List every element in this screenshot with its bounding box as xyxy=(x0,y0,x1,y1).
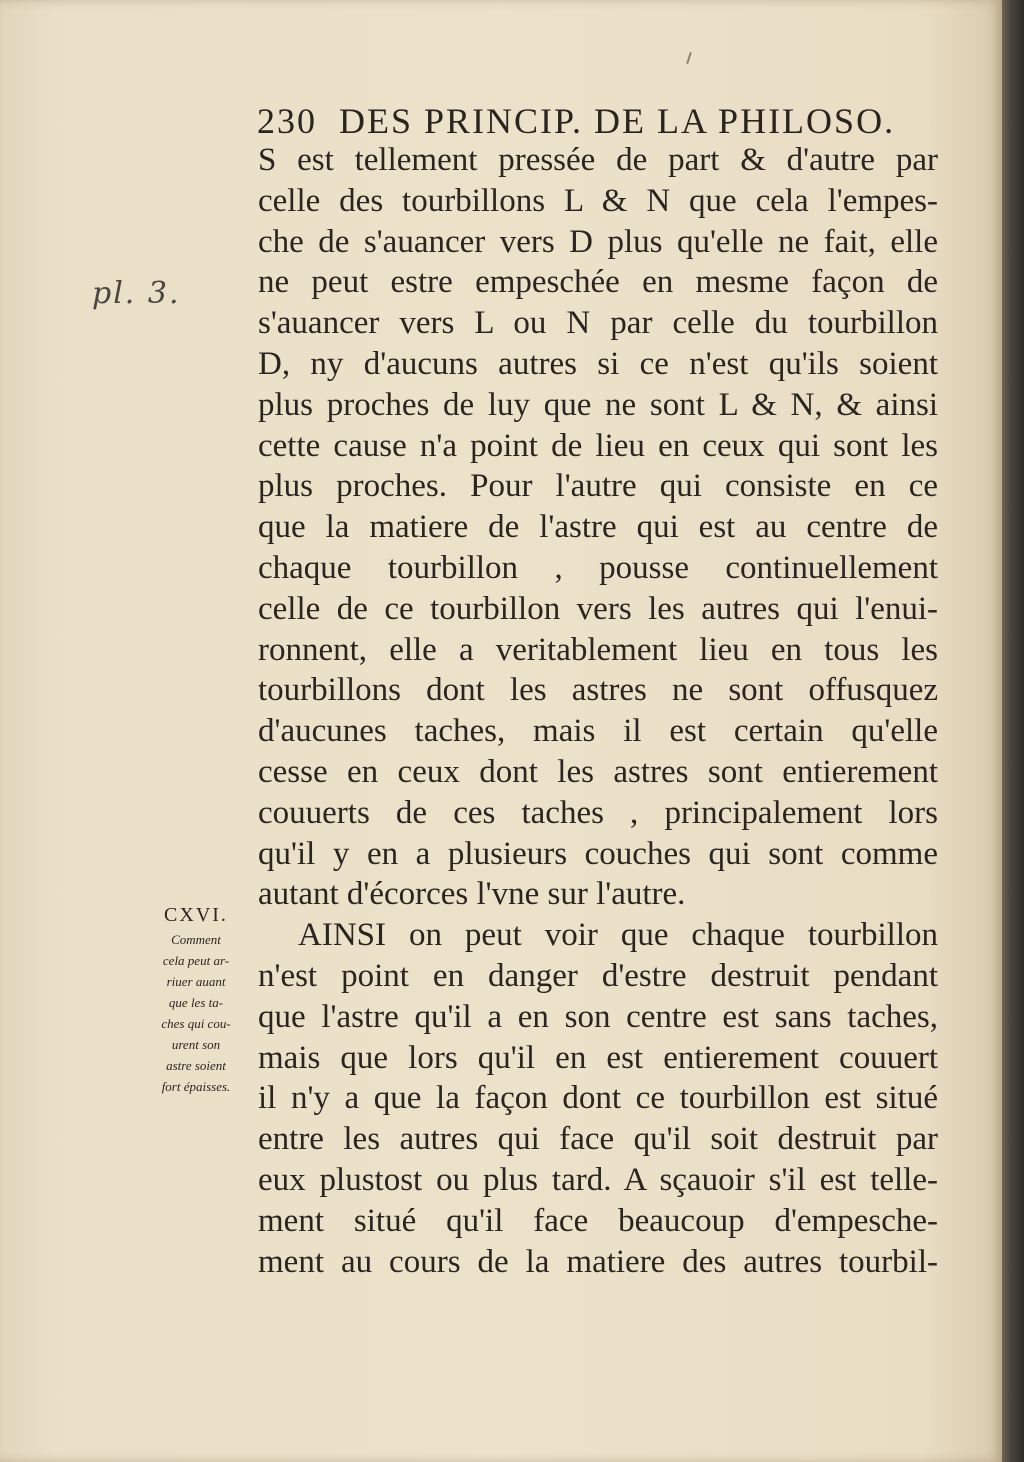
text-line: d'aucunes taches, mais il est certain qu'elle xyxy=(258,713,938,750)
gloss-line: cela peut ar- xyxy=(162,953,230,968)
gloss-line: fort épaisses. xyxy=(161,1079,231,1094)
text-line: qu'il y en a plusieurs couches qui sont comme xyxy=(258,835,938,872)
text-line: AINSI on peut voir que chaque tourbillon xyxy=(298,917,938,954)
text-line: s'auancer vers L ou N par celle du tourbillon xyxy=(258,305,938,342)
text-line: n'est point en danger d'estre destruit pendant xyxy=(258,957,938,994)
running-header xyxy=(257,100,917,142)
gloss-line: ches qui cou- xyxy=(161,1016,231,1031)
text-line: couuerts de ces taches , principalement lors xyxy=(258,794,938,831)
text-line: autant d'écorces l'vne sur l'autre. xyxy=(258,876,686,913)
text-line: cette cause n'a point de lieu en ceux qui sont les xyxy=(258,427,938,464)
gloss-line: riuer auant xyxy=(166,974,226,989)
text-line: celle de ce tourbillon vers les autres qui l'enui- xyxy=(258,590,938,627)
gloss-line: Comment xyxy=(171,932,221,947)
body-text xyxy=(258,140,938,1282)
text-line: que l'astre qu'il a en son centre est sans taches, xyxy=(258,998,938,1035)
text-line: mais que lors qu'il en est entierement couuert xyxy=(258,1039,938,1076)
text-line: ment situé qu'il face beaucoup d'empesche- xyxy=(258,1202,938,1239)
text-line: ne peut estre empeschée en mesme façon de xyxy=(258,264,938,301)
text-line: chaque tourbillon , pousse continuellement xyxy=(258,549,938,586)
text-line: plus proches. Pour l'autre qui consiste en ce xyxy=(258,468,938,505)
text-line: ment au cours de la matiere des autres tourbil- xyxy=(258,1243,938,1280)
text-line: celle des tourbillons L & N que cela l'empes- xyxy=(258,182,938,219)
marginal-gloss xyxy=(140,904,252,1097)
running-title: DES PRINCIP. DE LA PHILOSO. xyxy=(339,101,896,141)
gloss-line: que les ta- xyxy=(168,995,224,1010)
text-line: tourbillons dont les astres ne sont offusquez xyxy=(258,672,938,709)
text-line: S est tellement pressée de part & d'autre par xyxy=(258,142,938,178)
text-line: plus proches de luy que ne sont L & N, & ainsi xyxy=(258,386,938,423)
page-number: 230 xyxy=(257,101,317,141)
text-line: cesse en ceux dont les astres sont entierement xyxy=(258,753,938,790)
book-edge xyxy=(1002,0,1024,1462)
handwritten-margin-note: pl. 3. xyxy=(92,276,181,311)
text-line: D, ny d'aucuns autres si ce n'est qu'ils soient xyxy=(258,345,938,382)
text-line: eux plustost ou plus tard. A sçauoir s'il est telle- xyxy=(258,1161,938,1198)
text-line: che de s'auancer vers D plus qu'elle ne fait, elle xyxy=(258,223,938,260)
text-line: que la matiere de l'astre qui est au centre de xyxy=(258,509,938,546)
text-line: il n'y a que la façon dont ce tourbillon est situé xyxy=(258,1080,938,1117)
text-line: ronnent, elle a veritablement lieu en tous les xyxy=(258,631,938,668)
text-line: entre les autres qui face qu'il soit destruit par xyxy=(258,1121,938,1158)
gloss-line: urent son xyxy=(171,1037,221,1052)
gloss-line: astre soient xyxy=(166,1058,226,1073)
section-number: CXVI. xyxy=(164,904,228,926)
ink-mark xyxy=(686,52,692,64)
